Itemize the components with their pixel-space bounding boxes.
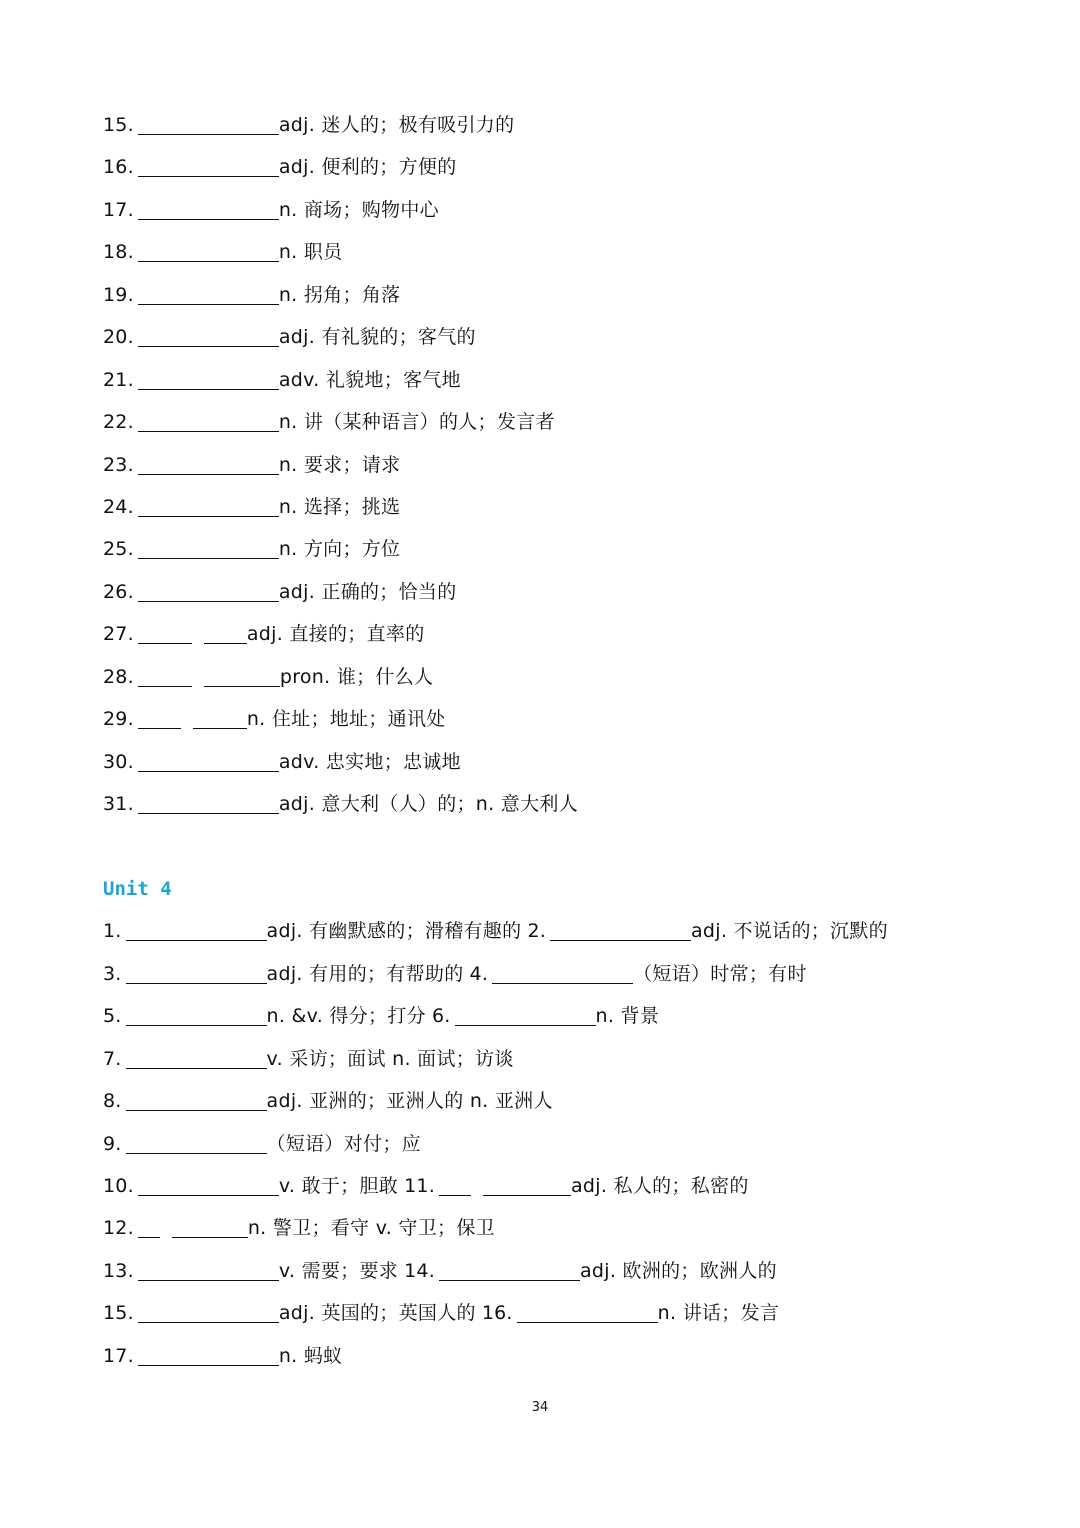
list-item xyxy=(103,401,1053,443)
answer-blank[interactable] xyxy=(439,1280,580,1281)
item-definition: v. 需要；要求 xyxy=(278,1259,399,1282)
list-item xyxy=(103,1335,1053,1377)
answer-blank[interactable] xyxy=(138,1195,279,1196)
item-definition: adj. 便利的；方便的 xyxy=(278,156,457,179)
item-definition: n. 蚂蚁 xyxy=(278,1344,343,1367)
answer-blank[interactable] xyxy=(138,176,279,177)
list-item xyxy=(103,613,1053,655)
list-item xyxy=(103,231,1053,273)
item-number: 9. xyxy=(103,1132,122,1155)
answer-blank[interactable] xyxy=(138,643,192,644)
item-number: 30. xyxy=(103,750,134,773)
item-definition: n. 警卫；看守 v. 守卫；保卫 xyxy=(247,1217,495,1240)
list-item xyxy=(103,953,1053,995)
answer-blank[interactable] xyxy=(126,1110,267,1111)
item-definition: n. 讲（某种语言）的人；发言者 xyxy=(278,411,555,434)
item-number: 10. xyxy=(103,1174,134,1197)
list-item xyxy=(103,104,1053,146)
item-definition: n. 拐角；角落 xyxy=(278,283,401,306)
answer-blank[interactable] xyxy=(126,1153,267,1154)
item-definition: adj. 欧洲的；欧洲人的 xyxy=(579,1259,777,1282)
item-definition: adv. 忠实地；忠诚地 xyxy=(278,750,461,773)
answer-blank[interactable] xyxy=(455,1025,596,1026)
list-item xyxy=(103,783,1053,825)
item-definition: adj. 不说话的；沉默的 xyxy=(690,920,888,943)
list-item xyxy=(103,1165,1053,1207)
item-number: 29. xyxy=(103,708,134,731)
item-number: 31. xyxy=(103,793,134,815)
item-definition: v. 敢于；胆敢 xyxy=(278,1174,399,1197)
item-definition: n. 讲话；发言 xyxy=(657,1302,780,1325)
item-number: 15. xyxy=(103,114,134,136)
item-definition: adj. 亚洲的；亚洲人的 n. 亚洲人 xyxy=(266,1090,553,1113)
list-item xyxy=(103,995,1053,1037)
answer-blank[interactable] xyxy=(138,1237,160,1238)
item-definition: adj. 意大利（人）的；n. 意大利人 xyxy=(278,793,579,815)
answer-blank[interactable] xyxy=(483,1195,571,1196)
list-item xyxy=(103,1250,1053,1292)
item-definition: n. 选择；挑选 xyxy=(278,495,401,518)
list-item xyxy=(103,1080,1053,1122)
answer-blank[interactable] xyxy=(138,558,279,559)
answer-blank[interactable] xyxy=(138,771,279,772)
item-definition: n. 住址；地址；通讯处 xyxy=(246,708,446,731)
unit-heading: Unit 4 xyxy=(103,877,172,900)
answer-blank[interactable] xyxy=(172,1237,248,1238)
vocabulary-list xyxy=(103,104,1053,1377)
list-item xyxy=(103,359,1053,401)
answer-blank[interactable] xyxy=(138,1280,279,1281)
answer-blank[interactable] xyxy=(138,219,279,220)
list-item xyxy=(103,316,1053,358)
item-definition: adv. 礼貌地；客气地 xyxy=(278,368,461,391)
answer-blank[interactable] xyxy=(492,983,633,984)
answer-blank[interactable] xyxy=(138,261,279,262)
item-definition: pron. 谁；什么人 xyxy=(279,665,434,688)
list-item xyxy=(103,1207,1053,1249)
item-number: 8. xyxy=(103,1090,122,1113)
page-number: 34 xyxy=(531,1400,549,1415)
item-number: 6. xyxy=(431,1005,451,1028)
answer-blank[interactable] xyxy=(138,516,279,517)
answer-blank[interactable] xyxy=(193,728,247,729)
list-item xyxy=(103,444,1053,486)
answer-blank[interactable] xyxy=(550,940,691,941)
item-number: 21. xyxy=(103,368,134,391)
list-item xyxy=(103,528,1053,570)
list-item xyxy=(103,910,1053,952)
item-definition: n. 背景 xyxy=(595,1005,660,1028)
item-definition: adj. 正确的；恰当的 xyxy=(278,580,457,603)
item-definition: n. 方向；方位 xyxy=(278,538,401,561)
item-number: 26. xyxy=(103,580,134,603)
answer-blank[interactable] xyxy=(138,389,279,390)
item-number: 3. xyxy=(103,962,122,985)
answer-blank[interactable] xyxy=(138,1365,279,1366)
item-definition: （短语）对付；应 xyxy=(266,1132,421,1155)
item-definition: adj. 英国的；英国人的 xyxy=(278,1302,476,1325)
list-item xyxy=(103,656,1053,698)
item-number: 11. xyxy=(404,1174,435,1197)
item-number: 22. xyxy=(103,411,134,434)
section-spacer xyxy=(103,825,1053,867)
item-number: 16. xyxy=(481,1302,513,1325)
item-definition: adj. 直接的；直率的 xyxy=(246,623,425,646)
answer-blank[interactable] xyxy=(138,601,279,602)
answer-blank[interactable] xyxy=(204,643,247,644)
list-item xyxy=(103,189,1053,231)
answer-blank[interactable] xyxy=(138,1322,279,1323)
item-definition: （短语）时常；有时 xyxy=(633,962,807,985)
list-item xyxy=(103,274,1053,316)
item-number: 27. xyxy=(103,623,134,646)
item-number: 13. xyxy=(103,1259,134,1282)
item-number: 14. xyxy=(404,1259,435,1282)
list-item xyxy=(103,571,1053,613)
item-number: 23. xyxy=(103,453,134,476)
item-number: 28. xyxy=(103,665,134,688)
answer-blank[interactable] xyxy=(439,1195,471,1196)
item-number: 19. xyxy=(103,283,134,306)
list-item xyxy=(103,486,1053,528)
answer-blank[interactable] xyxy=(138,346,279,347)
answer-blank[interactable] xyxy=(138,431,279,432)
item-number: 15. xyxy=(103,1302,134,1325)
item-number: 24. xyxy=(103,495,134,518)
answer-blank[interactable] xyxy=(126,983,267,984)
item-definition: adj. 有礼貌的；客气的 xyxy=(278,326,476,349)
list-item xyxy=(103,1292,1053,1334)
list-item xyxy=(103,741,1053,783)
answer-blank[interactable] xyxy=(138,474,279,475)
item-number: 12. xyxy=(103,1217,134,1240)
item-definition: n. 要求；请求 xyxy=(278,453,401,476)
answer-blank[interactable] xyxy=(126,1025,267,1026)
item-number: 5. xyxy=(103,1005,122,1028)
answer-blank[interactable] xyxy=(517,1322,658,1323)
item-number: 17. xyxy=(103,1344,134,1367)
list-item xyxy=(103,698,1053,740)
answer-blank[interactable] xyxy=(138,686,192,687)
list-item xyxy=(103,1123,1053,1165)
answer-blank[interactable] xyxy=(138,134,279,135)
item-number: 25. xyxy=(103,538,134,561)
answer-blank[interactable] xyxy=(138,304,279,305)
item-number: 20. xyxy=(103,326,134,349)
item-definition: adj. 私人的；私密的 xyxy=(570,1174,749,1197)
answer-blank[interactable] xyxy=(138,728,181,729)
answer-blank[interactable] xyxy=(126,1068,267,1069)
item-definition: v. 采访；面试 n. 面试；访谈 xyxy=(266,1047,514,1070)
item-number: 17. xyxy=(103,198,134,221)
list-item xyxy=(103,146,1053,188)
item-number: 18. xyxy=(103,241,134,264)
item-definition: adj. 有幽默感的；滑稽有趣的 xyxy=(266,920,522,943)
answer-blank[interactable] xyxy=(138,813,279,814)
item-definition: n. &v. 得分；打分 xyxy=(266,1005,426,1028)
item-number: 1. xyxy=(103,920,122,943)
item-definition: adj. 有用的；有帮助的 xyxy=(266,962,464,985)
item-definition: n. 商场；购物中心 xyxy=(278,198,439,221)
item-number: 4. xyxy=(469,962,489,985)
list-item xyxy=(103,1038,1053,1080)
answer-blank[interactable] xyxy=(204,686,280,687)
item-number: 16. xyxy=(103,156,134,179)
item-definition: n. 职员 xyxy=(278,241,343,264)
answer-blank[interactable] xyxy=(126,940,267,941)
item-number: 7. xyxy=(103,1047,122,1070)
item-definition: adj. 迷人的；极有吸引力的 xyxy=(278,114,515,136)
item-number: 2. xyxy=(527,920,546,943)
